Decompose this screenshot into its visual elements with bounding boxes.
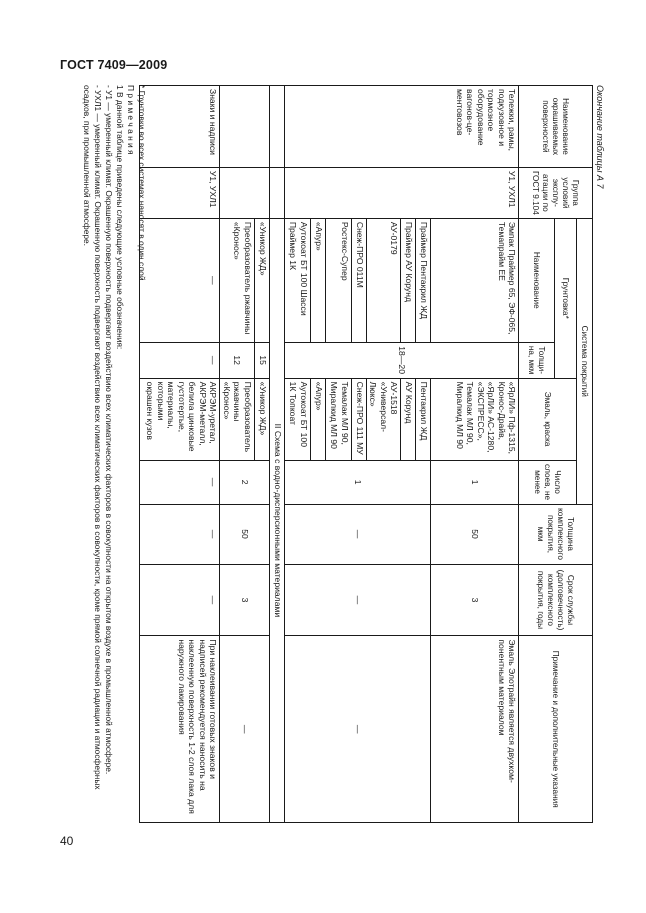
- section2-empty-surface: [269, 86, 284, 168]
- header-enamel: Эмаль, краска: [519, 378, 577, 460]
- table-caption: Окончание таблицы А 7: [595, 85, 605, 189]
- footnote-title: П р и м е ч а н и я: [126, 85, 137, 155]
- rotated-table-area: [58, 85, 605, 823]
- row1-enamel-g: «Апур»: [310, 378, 325, 460]
- row1-enamel-d: АУ-1518 «Универсал-Люкс»: [366, 378, 400, 460]
- row1-layers-d: 1: [284, 460, 430, 504]
- row1-primer-e: Снеж-ПРО 011М: [351, 218, 366, 342]
- row1-total-thickness: 50: [431, 504, 519, 564]
- row2-layers: 2: [220, 460, 269, 504]
- row1-notes: Эмаль Элотрайн является двухкомпонентным материалом: [431, 636, 519, 823]
- page-number: 40: [60, 834, 74, 848]
- header-primer-name: Наименование: [519, 218, 555, 342]
- header-primer-thickness: Толщина, мкм: [519, 342, 555, 378]
- row1-enamel-e: Снеж-ПРО 111 МУ: [351, 378, 366, 460]
- row3-service-life: —: [140, 564, 220, 636]
- row2-total-thickness: 50: [220, 504, 269, 564]
- row1-layers-a: 1: [431, 460, 519, 504]
- row3-group: У1, УХЛ1: [140, 167, 220, 218]
- section2-empty-group: [269, 167, 284, 218]
- row2-primer-a: «Уникор ЖД»: [254, 218, 269, 342]
- row3-layers: —: [140, 460, 220, 504]
- row1-enamel-c: АУ Корунд: [401, 378, 416, 460]
- document-header: ГОСТ 7409—2009: [60, 58, 168, 72]
- section2-title: II Схема с водно-дисперсионными материалами: [269, 218, 284, 822]
- row3-surface: Знаки и надписи: [140, 86, 220, 168]
- row2-primer-b: Преобразователь ржавчины «Кронос»: [220, 218, 254, 342]
- row1-primer-a: Эмпак Праймер 65, ЭФ-065, Темапрайм ЕЕ: [431, 218, 519, 342]
- row1-total-thickness-dash: —: [284, 504, 430, 564]
- header-system: Система покрытий: [577, 218, 593, 504]
- coating-systems-table: [139, 85, 593, 823]
- row1-primer-f: Ростекс-Супер: [325, 218, 351, 342]
- row1-enamel-b: Пентакрил ЖД: [416, 378, 431, 460]
- row1-enamel-a: «ЯрЛИ» Пф-1315, Кронос-Драйв, «ЯрЛИ» АС-1280, «ЭКСПРЕСС», Темалак МЛ 90, Миралкид МЛ 90: [431, 378, 519, 460]
- row1-primer-b: Праймер Пентакрил ЖД: [416, 218, 431, 342]
- footnote-uhl1: - УХЛ1 — умеренный климат. Окрашенную поверхность подвергают воздействию всех климатических факторов в совокупности, кроме прямой солнечной радиации и атмосферных осадков, при промышленной атмосфере.: [82, 85, 104, 790]
- row2-notes: —: [220, 636, 269, 823]
- row2-enamel-a: «Уникор ЖД»: [254, 378, 269, 460]
- row3-notes: При наклеивании готовых знаков и надписей рекомендуется наносить на наклеенную поверхность 1-2 слоя лака для наружного лакирования: [140, 636, 220, 823]
- header-group: Группа условий эксплуатации по ГОСТ 9.104: [519, 167, 593, 218]
- row1-primer-g: «Апур»: [310, 218, 325, 342]
- row3-thickness: —: [140, 342, 220, 378]
- row1-primer-h: Аутокоат БТ 100 Шасси Праймер 1К: [284, 218, 310, 342]
- row3-enamel: АКРЭМ-уретал, АКРЭМ-металл, белила цинковые густотертые, материалы, которыми окрашен кузов: [140, 378, 220, 460]
- row1-enamel-f: Темалак МЛ 90, Миралкид МЛ 90: [325, 378, 351, 460]
- row3-total-thickness: —: [140, 504, 220, 564]
- header-service-life: Срок службы (долговечность) комплексного покрытия, годы: [519, 564, 593, 636]
- row2-surface-empty: [220, 86, 269, 168]
- header-layers: Число слоев, не менее: [519, 460, 577, 504]
- row1-thickness: 18—20: [284, 342, 518, 378]
- row1-service-life-dash: —: [284, 564, 430, 636]
- row3-primer: —: [140, 218, 220, 342]
- row1-surface: Тележки, рамы, подкузовное и тормозное оборудование вагонов-цементовозов: [284, 86, 518, 168]
- footnote-star: * Грунтовки во всех системах наносят в один слой.: [137, 85, 147, 283]
- row1-service-life: 3: [431, 564, 519, 636]
- header-primer: Грунтовка*: [555, 218, 577, 378]
- row2-thickness-b: 12: [220, 342, 254, 378]
- row1-enamel-h: Аутокоат БТ 100 1К Топкоат: [284, 378, 310, 460]
- row2-thickness-a: 15: [254, 342, 269, 378]
- header-notes: Примечание и дополнительные указания: [519, 636, 593, 823]
- row2-group-empty: [220, 167, 269, 218]
- footnote-1: 1 В данной таблице приведены следующие условные обозначения:: [115, 85, 126, 350]
- row2-enamel-b: Преобразователь ржавчины «Кронос»: [220, 378, 254, 460]
- footnote-u1: - У1 — умеренный климат. Окрашенную поверхность подвергают воздействию всех климатических факторов в совокупности на открытом воздухе в промышленной атмосфере.: [104, 85, 115, 775]
- row2-service-life: 3: [220, 564, 269, 636]
- row1-primer-c: Праймер АУ Корунд: [401, 218, 416, 342]
- header-total-thickness: Толщина комплексного покрытия, мкм: [519, 504, 593, 564]
- row1-group: У1, УХЛ1: [284, 167, 518, 218]
- row1-notes-dash: —: [284, 636, 430, 823]
- row1-primer-d: АУ-0179: [366, 218, 400, 342]
- table-footnotes: [81, 85, 147, 823]
- header-surface: Наименование окрашиваемых поверхностей: [519, 86, 593, 168]
